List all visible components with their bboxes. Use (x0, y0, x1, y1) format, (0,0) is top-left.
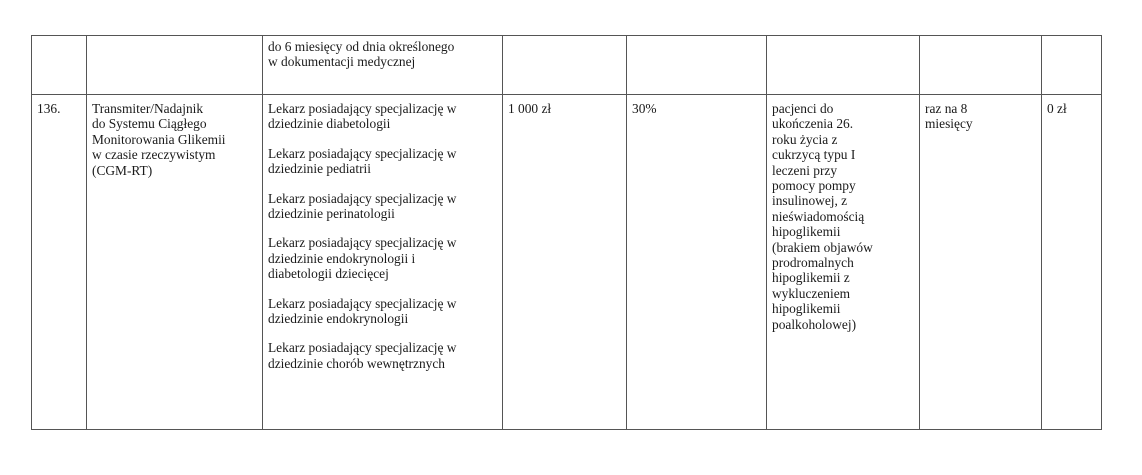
cell-contribution (627, 95, 767, 430)
cell-criteria (767, 36, 920, 95)
criteria-line: (brakiem objawów (772, 239, 873, 255)
criteria-line: poalkoholowej) (772, 316, 857, 332)
cell-criteria (767, 95, 920, 430)
device-name-line: (CGM-RT) (92, 162, 153, 178)
cell-frequency (920, 95, 1042, 430)
criteria-line: hipoglikemii (772, 224, 841, 240)
contribution-percent: 30% (632, 101, 657, 116)
criteria-line: cukrzycą typu I (772, 147, 856, 163)
cell-limit (503, 36, 627, 95)
requirement-line: dziedzinie endokrynologii i (268, 250, 416, 266)
requirement-item (268, 296, 497, 327)
cell-name (87, 36, 263, 95)
criteria-line: prodromalnych (772, 255, 854, 271)
requirement-line: dziedzinie endokrynologii (268, 311, 409, 327)
cell-contribution (627, 36, 767, 95)
requirement-item (268, 340, 497, 371)
cell-lp (32, 95, 87, 430)
requirement-line: Lekarz posiadający specjalizację w (268, 145, 457, 161)
cell-name (87, 95, 263, 430)
requirement-line: dziedzinie diabetologii (268, 116, 391, 132)
requirements-line: w dokumentacji medycznej (268, 54, 416, 70)
criteria-line: ukończenia 26. (772, 116, 854, 132)
requirement-line: diabetologii dziecięcej (268, 266, 389, 282)
cell-limit (503, 95, 627, 430)
requirement-line: dziedzinie perinatologii (268, 206, 395, 222)
requirement-line: Lekarz posiadający specjalizację w (268, 340, 457, 356)
device-name-line: Monitorowania Glikemii (92, 131, 226, 147)
medical-devices-table (31, 35, 1102, 430)
amount-value: 0 zł (1047, 101, 1067, 116)
cell-amount (1042, 95, 1102, 430)
criteria-line: hipoglikemii (772, 301, 841, 317)
requirement-item (268, 101, 497, 132)
device-name-line: w czasie rzeczywistym (92, 147, 216, 163)
cell-requirements (263, 36, 503, 95)
row-number: 136. (37, 101, 61, 116)
price-limit: 1 000 zł (508, 101, 552, 116)
frequency-line: miesięcy (925, 116, 973, 132)
criteria-line: nieświadomością (772, 208, 865, 224)
requirement-line: Lekarz posiadający specjalizację w (268, 101, 457, 116)
requirement-line: Lekarz posiadający specjalizację w (268, 190, 457, 206)
requirement-item (268, 191, 497, 222)
device-name-line: do Systemu Ciągłego (92, 116, 207, 132)
frequency-line: raz na 8 (925, 101, 968, 116)
criteria-line: wykluczeniem (772, 285, 851, 301)
table-row-continuation (32, 36, 1102, 95)
criteria-line: leczeni przy (772, 162, 838, 178)
cell-amount (1042, 36, 1102, 95)
requirement-line: Lekarz posiadający specjalizację w (268, 295, 457, 311)
requirement-line: dziedzinie chorób wewnętrznych (268, 355, 445, 371)
criteria-line: hipoglikemii z (772, 270, 850, 286)
requirement-line: dziedzinie pediatrii (268, 161, 371, 177)
criteria-line: pomocy pompy (772, 178, 856, 194)
cell-requirements (263, 95, 503, 430)
table-row-136 (32, 95, 1102, 430)
cell-lp (32, 36, 87, 95)
device-name-line: Transmiter/Nadajnik (92, 101, 204, 116)
requirements-line: do 6 miesięcy od dnia określonego (268, 39, 455, 54)
criteria-line: pacjenci do (772, 101, 834, 116)
criteria-line: insulinowej, z (772, 193, 848, 209)
requirement-item (268, 235, 497, 281)
requirement-item (268, 146, 497, 177)
criteria-line: roku życia z (772, 131, 838, 147)
requirement-line: Lekarz posiadający specjalizację w (268, 235, 457, 251)
cell-frequency (920, 36, 1042, 95)
